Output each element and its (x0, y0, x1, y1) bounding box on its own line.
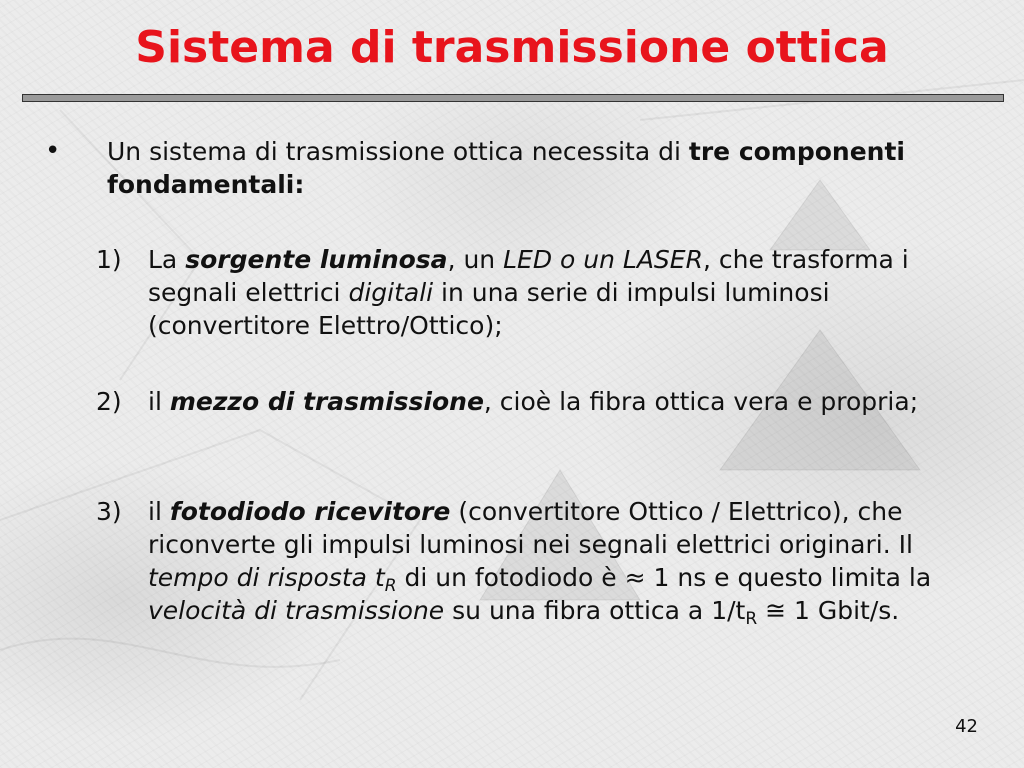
item-1-text: , un (447, 245, 504, 274)
item-number-3: 3) (96, 497, 122, 526)
item-3-italic: velocità di trasmissione (148, 596, 445, 625)
page-number: 42 (955, 716, 978, 737)
slide-title: Sistema di trasmissione ottica (135, 22, 889, 73)
item-3-term: fotodiodo ricevitore (169, 497, 451, 526)
item-1-text: in una serie di impulsi luminosi (convertitore Elettro/Ottico); (148, 278, 830, 340)
item-2-term: mezzo di trasmissione (169, 387, 484, 416)
item-3-subscript: R (384, 576, 397, 596)
item-2-text: il (148, 387, 170, 416)
item-1-italic: digitali (348, 278, 434, 307)
intro-plain: Un sistema di trasmissione ottica necessita di (107, 137, 689, 166)
item-number-1: 1) (96, 245, 122, 274)
item-3-text: il (148, 497, 170, 526)
item-3-text: (convertitore Ottico / Elettrico), che riconverte gli impulsi luminosi nei segnali elettrici originari. Il (148, 497, 913, 559)
item-1-text: , che trasforma i segnali elettrici (148, 245, 909, 307)
bullet-marker: • (45, 136, 61, 166)
item-1-italic: LED o un LASER (503, 245, 703, 274)
list-item-2 (148, 385, 998, 418)
item-3-italic: tempo di risposta t (148, 563, 385, 592)
item-3-subscript: R (745, 609, 758, 629)
item-2-text: , cioè la fibra ottica vera e propria; (483, 387, 919, 416)
item-3-text: ≅ 1 Gbit/s. (757, 596, 900, 625)
item-number-2: 2) (96, 387, 122, 416)
item-3-text: su una fibra ottica a 1/t (444, 596, 746, 625)
list-item-1 (148, 243, 948, 342)
intro-bold: tre componenti fondamentali: (107, 137, 906, 199)
item-1-term: sorgente luminosa (185, 245, 448, 274)
list-item-3 (148, 495, 938, 627)
item-1-text: La (148, 245, 186, 274)
item-3-text: di un fotodiodo è ≈ 1 ns e questo limita la (396, 563, 932, 592)
intro-text (107, 135, 927, 201)
